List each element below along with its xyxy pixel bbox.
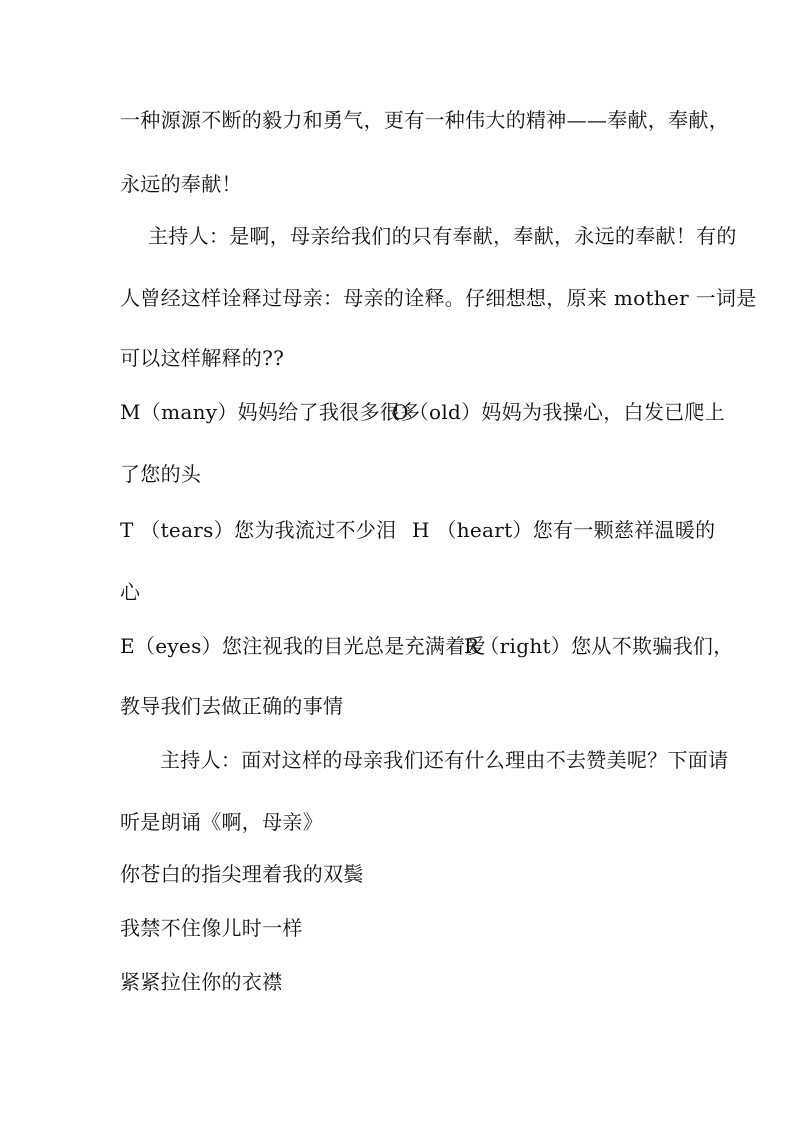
paragraph-line: 心 xyxy=(120,580,141,604)
paragraph-line: 了您的头 xyxy=(120,462,202,486)
letter-m-text: M（many）妈妈给了我很多很多 xyxy=(120,400,421,424)
host-line: 主持人：面对这样的母亲我们还有什么理由不去赞美呢？下面请 xyxy=(160,748,729,772)
poem-line: 我禁不住像儿时一样 xyxy=(120,916,303,940)
letter-r-text: R（right）您从不欺骗我们， xyxy=(464,634,734,658)
letter-h-text: H （heart）您有一颗慈祥温暖的 xyxy=(412,518,716,542)
mother-letter-row xyxy=(120,516,716,544)
letter-e-text: E（eyes）您注视我的目光总是充满着爱 xyxy=(120,634,486,658)
poem-line: 你苍白的指尖理着我的双鬓 xyxy=(120,862,364,886)
paragraph-line: 一种源源不断的毅力和勇气，更有一种伟大的精神——奉献，奉献， xyxy=(120,108,729,132)
mother-letter-row xyxy=(120,632,734,660)
paragraph-line: 听是朗诵《啊，母亲》 xyxy=(120,810,323,834)
paragraph-line: 永远的奉献！ xyxy=(120,172,242,196)
paragraph-line: 可以这样解释的?? xyxy=(120,346,285,370)
mother-letter-row xyxy=(120,398,726,426)
letter-t-text: T （tears）您为我流过不少泪 xyxy=(120,518,397,542)
paragraph-line: 教导我们去做正确的事情 xyxy=(120,694,344,718)
letter-o-text: O（old）妈妈为我操心，白发已爬上 xyxy=(392,400,726,424)
poem-line: 紧紧拉住你的衣襟 xyxy=(120,970,283,994)
paragraph-line: 人曾经这样诠释过母亲：母亲的诠释。仔细想想，原来 mother 一词是 xyxy=(120,286,757,310)
host-line: 主持人：是啊，母亲给我们的只有奉献，奉献，永远的奉献！有的 xyxy=(148,224,737,248)
